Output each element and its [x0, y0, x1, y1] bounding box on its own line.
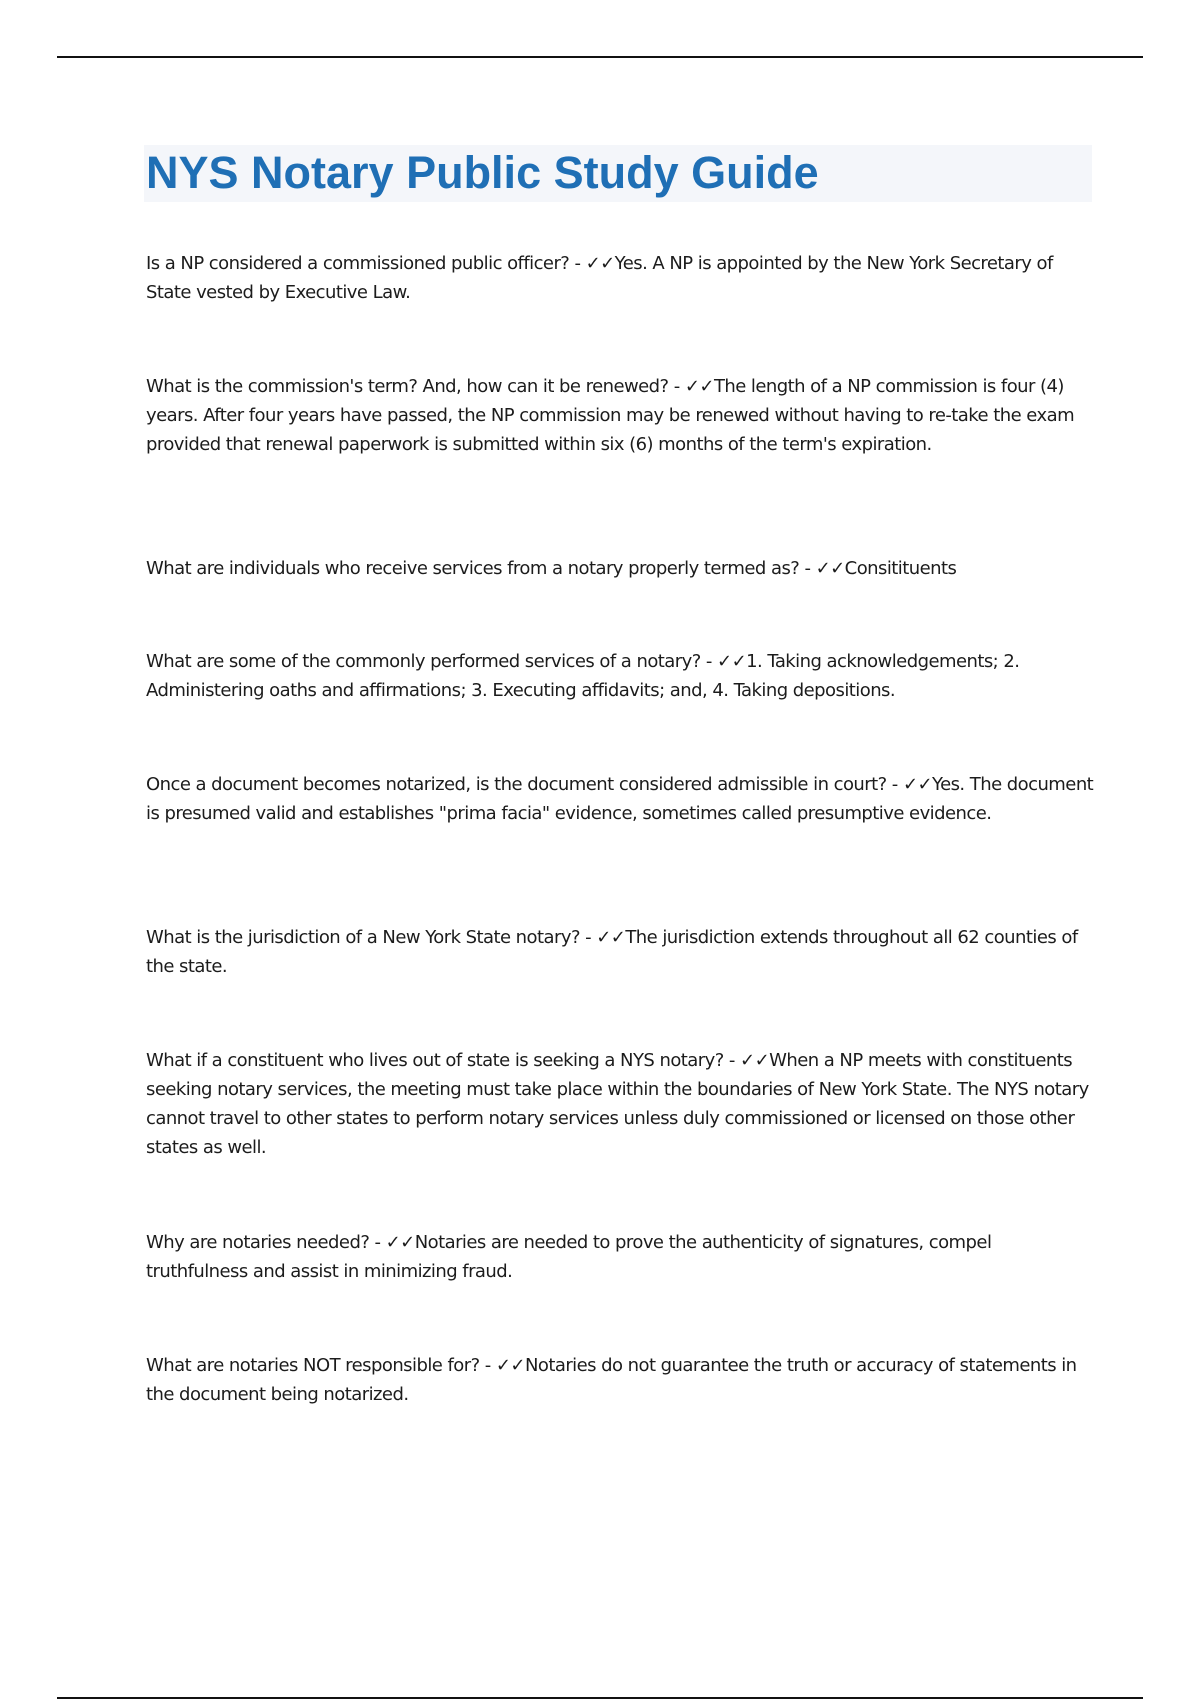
qa-item	[146, 647, 1096, 705]
separator: -	[723, 1050, 741, 1071]
bottom-rule	[57, 1697, 1143, 1699]
question-text: Once a document becomes notarized, is the document considered admissible in court?	[146, 774, 887, 795]
separator: -	[668, 376, 685, 397]
checkmark-icon: ✓✓	[585, 253, 615, 274]
qa-item	[146, 249, 1096, 307]
answer-text: Notaries do not guarantee the truth or accuracy of statements in the document being notarized.	[146, 1355, 1077, 1405]
answer-text: Yes. A NP is appointed by the New York Secretary of State vested by Executive Law.	[146, 253, 1053, 303]
separator: -	[479, 1355, 496, 1376]
qa-item	[146, 770, 1096, 828]
separator: -	[799, 558, 816, 579]
question-text: Is a NP considered a commissioned public officer?	[146, 253, 570, 274]
checkmark-icon: ✓✓	[902, 774, 933, 795]
answer-text: The length of a NP commission is four (4) years. After four years have passed, the NP commission may be renewed without having to re-take the exam provided that renewal paperwork is submitted within six (6) months of the term's expiration.	[146, 376, 1075, 455]
qa-item	[146, 1351, 1096, 1409]
checkmark-icon: ✓✓	[815, 558, 845, 579]
separator: -	[569, 253, 586, 274]
checkmark-icon: ✓✓	[596, 927, 626, 948]
document-title: NYS Notary Public Study Guide	[146, 147, 819, 198]
answer-text: Notaries are needed to prove the authenticity of signatures, compel truthfulness and assist in minimizing fraud.	[146, 1232, 992, 1282]
answer-text: Yes. The document is presumed valid and establishes "prima facia" evidence, sometimes called presumptive evidence.	[146, 774, 1094, 824]
question-text: What if a constituent who lives out of state is seeking a NYS notary?	[146, 1050, 724, 1071]
answer-text: The jurisdiction extends throughout all 62 counties of the state.	[146, 927, 1078, 977]
checkmark-icon: ✓✓	[717, 651, 747, 672]
question-text: What is the jurisdiction of a New York State notary?	[146, 927, 580, 948]
checkmark-icon: ✓✓	[684, 376, 714, 397]
qa-item	[146, 923, 1096, 981]
answer-text: 1. Taking acknowledgements; 2. Administering oaths and affirmations; 3. Executing affidavits; and, 4. Taking depositions.	[146, 651, 1020, 701]
separator: -	[579, 927, 597, 948]
separator: -	[369, 1232, 386, 1253]
answer-text: When a NP meets with constituents seeking notary services, the meeting must take place within the boundaries of New York State. The NYS notary cannot travel to other states to perform notary services unless duly commissioned or licensed on those other states as well.	[146, 1050, 1089, 1158]
question-text: What are some of the commonly performed services of a notary?	[146, 651, 701, 672]
qa-item	[146, 1046, 1096, 1162]
checkmark-icon: ✓✓	[385, 1232, 415, 1253]
checkmark-icon: ✓✓	[740, 1050, 770, 1071]
answer-text: Consitituents	[844, 558, 957, 579]
qa-item	[146, 1228, 1096, 1286]
qa-item	[146, 372, 1096, 459]
checkmark-icon: ✓✓	[495, 1355, 525, 1376]
separator: -	[886, 774, 903, 795]
question-text: Why are notaries needed?	[146, 1232, 370, 1253]
top-rule	[57, 56, 1143, 58]
question-text: What is the commission's term? And, how can it be renewed?	[146, 376, 669, 397]
separator: -	[700, 651, 718, 672]
question-text: What are individuals who receive services from a notary properly termed as?	[146, 558, 800, 579]
question-text: What are notaries NOT responsible for?	[146, 1355, 480, 1376]
qa-item	[146, 554, 1096, 583]
